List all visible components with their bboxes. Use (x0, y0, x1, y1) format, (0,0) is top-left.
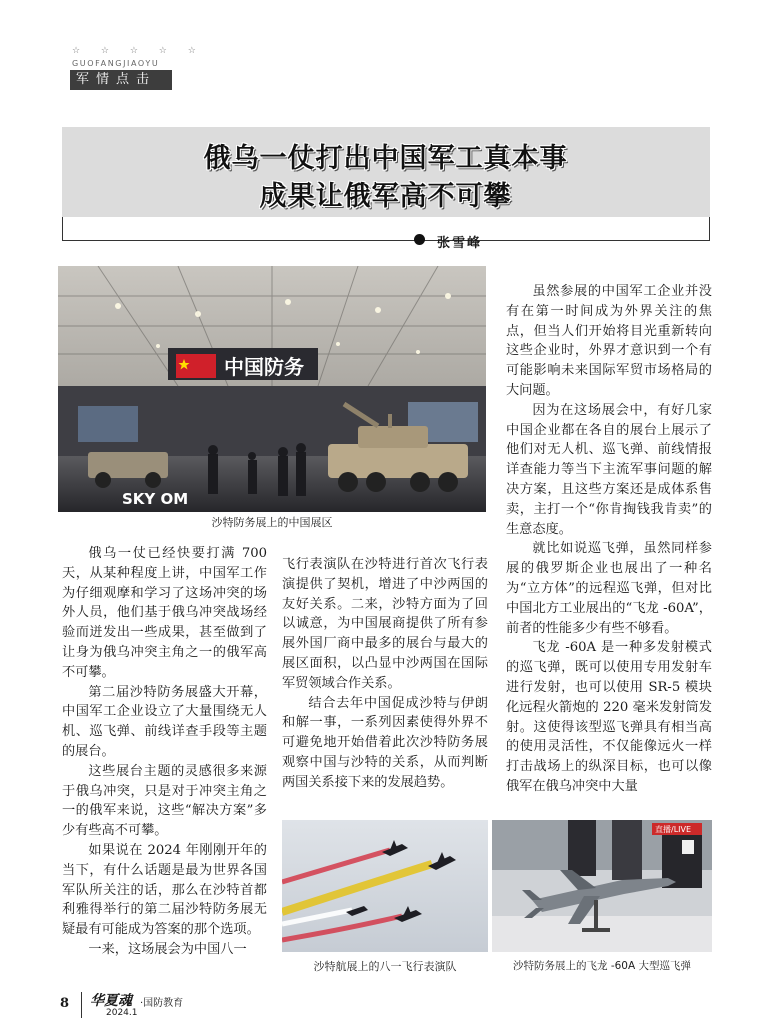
paragraph: 如果说在 2024 年刚刚开年的当下，有什么话题是最为世界各国军队所关注的话，那么在沙特首都利雅得举行的第二届沙特防务展无疑最有可能成为答案的那个选项。 (62, 842, 267, 938)
paragraph: 飞行表演队在沙特进行首次飞行表演提供了契机，增进了中沙两国的友好关系。二来，沙特方面为了回以诚意，为中国展商提供了所有参展外国厂商中最多的展台与最大的展区面积，以凸显中沙两国在国际军贸领域合作关系。 (282, 557, 488, 691)
author-divider-right (522, 240, 706, 241)
missile-photo-caption: 沙特防务展上的飞龙 -60A 大型巡飞弹 (512, 960, 691, 972)
sponsor-logo: SKY OM (122, 490, 189, 508)
paragraph: 因为在这场展会中，有好几家中国企业都在各自的展台上展示了他们对无人机、巡飞弹、前线情报详查能力等当下主流军事问题的解决方案，且这些方案还是成体系售卖，主打一个“你肯掏钱我肯卖”的生意态度。 (506, 402, 712, 537)
jets-photo-caption: 沙特航展上的八一飞行表演队 (313, 960, 457, 973)
header-pinyin: GUOFANGJIAOYU (72, 59, 160, 68)
main-photo-caption: 沙特防务展上的中国展区 (211, 516, 333, 529)
journal-subtitle: ·国防教育 (140, 998, 184, 1009)
paragraph: 结合去年中国促成沙特与伊朗和解一事，一系列因素使得外界不可避免地开始借着此次沙特防务展观察中国与沙特的关系，从而判断两国关系接下来的发展趋势。 (282, 695, 488, 790)
author-divider-left (66, 240, 396, 241)
author-row (62, 232, 710, 250)
missile-photo (492, 820, 712, 952)
article-title-line1: 俄乌一仗打出中国军工真本事 (203, 143, 568, 174)
journal-name: 华夏魂 (90, 993, 132, 1009)
jets-photo (282, 820, 488, 952)
bullet-dot-icon (414, 234, 425, 245)
paragraph: 这些展台主题的灵感很多来源于俄乌冲突，只是对于冲突主角之一的俄军来说，这些“解决方案”多少有些高不可攀。 (62, 763, 267, 839)
footer-divider (81, 992, 82, 1018)
paragraph: 虽然参展的中国军工企业并没有在第一时间成为外界关注的焦点，但当人们开始将目光重新转向这些企业时，外界才意识到一个有可能影响未来国际军贸市场格局的大问题。 (506, 284, 712, 398)
text-column-middle (282, 555, 488, 793)
jets-illustration (282, 820, 488, 952)
main-photo (58, 266, 486, 512)
issue-number: 2024.1 (106, 1008, 138, 1018)
live-badge-label: 直播/LIVE (655, 825, 692, 834)
section-tag: 军情点击 (70, 70, 172, 90)
paragraph: 第二届沙特防务展盛大开幕，中国军工企业设立了大量围绕无人机、巡飞弹、前线详查手段等主题的展台。 (62, 684, 267, 759)
article-title-line2: 成果让俄军高不可攀 (259, 181, 512, 212)
paragraph: 俄乌一仗已经快要打满 700 天，从某种程度上讲，中国军工作为仔细观摩和学习了这场冲突的场外人员，他们基于俄乌冲突战场经验而迸发出一些成果，甚至做到了让身为俄乌冲突主角之一的俄军高不可攀。 (62, 546, 267, 680)
author-name: 张雪峰 (437, 236, 483, 251)
text-column-left (62, 544, 267, 960)
paragraph: 一来，这场展会为中国八一 (88, 941, 247, 957)
exhibition-hall-illustration (58, 266, 486, 512)
paragraph: 飞龙 -60A 是一种多发射模式的巡飞弹，既可以使用专用发射车进行发射，也可以使用 SR-5 模块化远程火箭炮的 220 毫米发射筒发射。这使得该型巡飞弹具有相当高的使用灵活性，不仅能像远火一样打击战场上的纵深目标，也可以像俄军在俄乌冲突中大量 (506, 640, 712, 794)
missile-illustration (492, 820, 712, 952)
booth-banner: 中国防务 (224, 355, 304, 379)
paragraph: 就比如说巡飞弹，虽然同样参展的俄罗斯企业也展出了一种名为“立方体”的远程巡飞弹，但对比中国北方工业展出的“飞龙 -60A”，前者的性能多少有些不够看。 (506, 541, 712, 636)
header-stars: ☆ ☆ ☆ ☆ ☆ (72, 46, 205, 56)
page-number: 8 (60, 996, 70, 1011)
text-column-right (506, 282, 712, 797)
